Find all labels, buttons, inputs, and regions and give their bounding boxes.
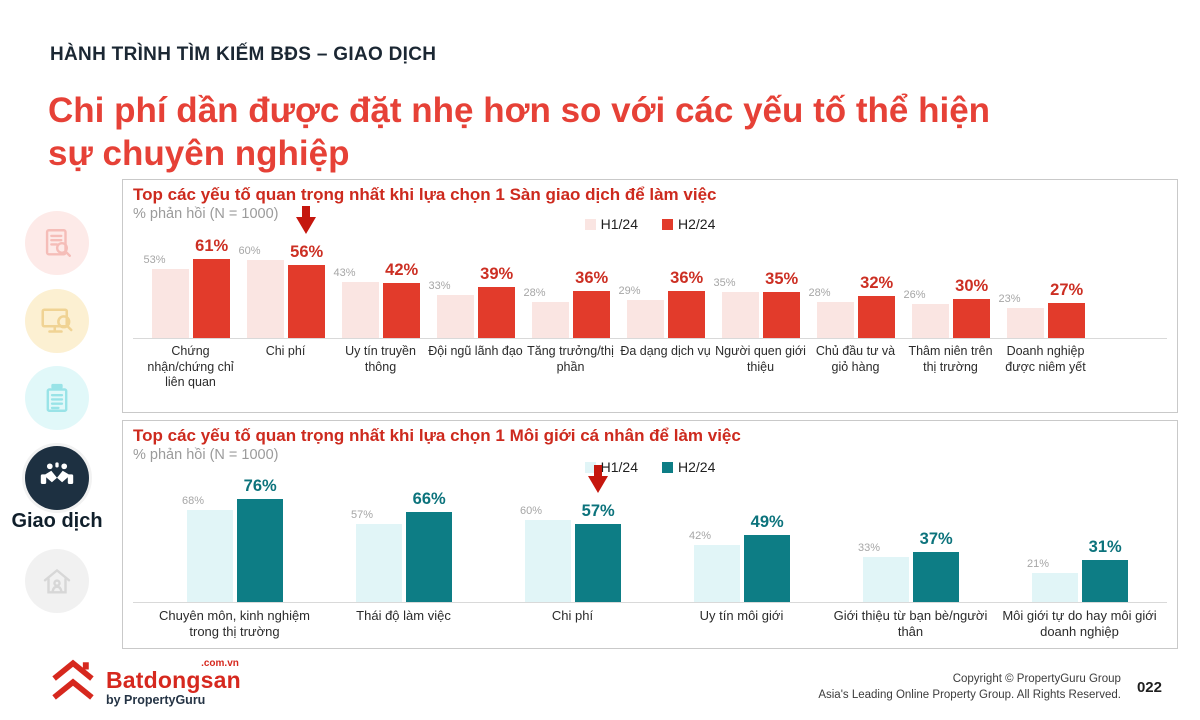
bar-chart xyxy=(133,477,1167,602)
copyright-line1: Copyright © PropertyGuru Group xyxy=(952,673,1121,685)
bar-slot xyxy=(478,234,515,338)
legend-label: H1/24 xyxy=(600,459,638,475)
sidebar-item-contract[interactable] xyxy=(25,366,89,430)
value-label: 35% xyxy=(713,277,736,289)
bar-h2 xyxy=(953,299,990,338)
legend-item xyxy=(662,459,715,475)
category-label: Chuyên môn, kinh nghiệm trong thị trường xyxy=(158,608,311,640)
value-label: 49% xyxy=(750,513,784,531)
bar-h1 xyxy=(863,557,909,602)
legend-item xyxy=(585,216,638,232)
logo-brand: Batdongsan xyxy=(106,667,241,693)
value-label: 56% xyxy=(290,243,324,261)
decrease-arrow-icon xyxy=(296,206,316,239)
category-label: Uy tín truyền thông xyxy=(345,344,416,374)
footer-meta xyxy=(818,672,1162,703)
bar-slot xyxy=(519,477,571,602)
chart-category xyxy=(995,477,1164,602)
bar-slot xyxy=(181,477,233,602)
bar-slot xyxy=(913,477,959,602)
category-label: Đa dạng dịch vụ xyxy=(620,344,711,358)
category-label: Uy tín môi giới xyxy=(699,608,784,623)
bar-h1 xyxy=(912,304,949,338)
bar-h1 xyxy=(722,292,759,338)
category-label: Thái độ làm việc xyxy=(356,608,451,623)
bar-h2 xyxy=(193,259,230,338)
chart-category xyxy=(319,477,488,602)
chart-subtitle: % phản hồi (N = 1000) xyxy=(133,447,279,463)
chart-category xyxy=(903,234,998,338)
chart-category xyxy=(333,234,428,338)
bar-slot xyxy=(744,477,790,602)
chart-category xyxy=(428,234,523,338)
bar-slot xyxy=(618,234,664,338)
page-title xyxy=(48,89,1158,175)
chart-legend xyxy=(123,459,1177,475)
category-label: Chủ đầu tư và giỏ hàng xyxy=(815,344,896,374)
bar-h2 xyxy=(744,535,790,602)
value-label: 27% xyxy=(1050,281,1084,299)
bar-h2 xyxy=(478,287,515,338)
category-label: Tăng trưởng/thị phần xyxy=(527,344,614,374)
category-label: Môi giới tự do hay môi giới doanh nghiệp xyxy=(1002,608,1157,640)
bar-h1 xyxy=(525,520,571,602)
value-label: 28% xyxy=(523,287,546,299)
bar-h1 xyxy=(356,524,402,602)
value-label: 32% xyxy=(860,274,894,292)
bar-h2 xyxy=(913,552,959,602)
bar-h1 xyxy=(152,269,189,338)
value-label: 42% xyxy=(688,530,711,542)
batdongsan-house-icon xyxy=(48,658,98,709)
sidebar-item-search[interactable] xyxy=(25,211,89,275)
bar-slot xyxy=(193,234,230,338)
bar-h2 xyxy=(1082,560,1128,602)
value-label: 57% xyxy=(350,509,373,521)
value-label: 33% xyxy=(428,280,451,292)
chart-subtitle: % phản hồi (N = 1000) xyxy=(133,206,279,222)
legend-label: H2/24 xyxy=(678,459,716,475)
chart-title: Top các yếu tố quan trọng nhất khi lựa chọn 1 Môi giới cá nhân để làm việc xyxy=(133,426,741,445)
value-label: 76% xyxy=(243,477,277,495)
value-label: 53% xyxy=(143,254,166,266)
chart-category xyxy=(488,477,657,602)
bar-h1 xyxy=(1007,308,1044,338)
bar-slot xyxy=(998,234,1044,338)
value-label: 42% xyxy=(385,261,419,279)
bar-h2 xyxy=(383,283,420,338)
value-label: 57% xyxy=(581,502,615,520)
sidebar-item-transaction-label: Giao dịch xyxy=(11,510,103,532)
value-label: 68% xyxy=(181,495,204,507)
legend-swatch xyxy=(662,219,673,230)
category-label: Đội ngũ lãnh đạo xyxy=(428,344,523,358)
sidebar-item-browse[interactable] xyxy=(25,289,89,353)
bar-slot xyxy=(857,477,909,602)
bar-slot xyxy=(808,234,854,338)
chart-legend xyxy=(123,216,1177,232)
bar-slot xyxy=(428,234,474,338)
value-label: 60% xyxy=(519,505,542,517)
legend-label: H1/24 xyxy=(600,216,638,232)
bar-slot xyxy=(1048,234,1085,338)
bar-h1 xyxy=(187,510,233,602)
bar-h2 xyxy=(406,512,452,602)
chart-category xyxy=(998,234,1093,338)
page-title-line1: Chi phí dần được đặt nhẹ hơn so với các yếu tố thể hiện xyxy=(48,91,991,131)
copyright-text xyxy=(818,672,1121,703)
bar-chart xyxy=(133,234,1167,338)
value-label: 36% xyxy=(575,269,609,287)
bar-slot xyxy=(383,234,420,338)
bar-h1 xyxy=(437,295,474,338)
bar-h2 xyxy=(763,292,800,338)
bar-h1 xyxy=(247,260,284,338)
category-label: Chứng nhận/chứng chỉ liên quan xyxy=(147,344,234,390)
value-label: 28% xyxy=(808,287,831,299)
bar-slot xyxy=(573,234,610,338)
bar-slot xyxy=(238,234,284,338)
category-label: Chi phí xyxy=(265,344,306,358)
chart-title: Top các yếu tố quan trọng nhất khi lựa chọn 1 Sàn giao dịch để làm việc xyxy=(133,185,717,204)
value-label: 30% xyxy=(955,277,989,295)
bar-slot xyxy=(1082,477,1128,602)
legend-swatch xyxy=(662,462,673,473)
category-axis xyxy=(133,602,1167,641)
value-label: 66% xyxy=(412,490,446,508)
bar-slot xyxy=(668,234,705,338)
legend-label: H2/24 xyxy=(678,216,716,232)
bar-slot xyxy=(288,234,325,338)
bar-slot xyxy=(523,234,569,338)
chart-category xyxy=(713,234,808,338)
document-search-icon xyxy=(40,226,74,260)
bar-h1 xyxy=(627,300,664,338)
sidebar-item-home-agent[interactable] xyxy=(25,549,89,613)
chart-category xyxy=(826,477,995,602)
logo-tld: .com.vn xyxy=(201,658,239,669)
section-kicker: HÀNH TRÌNH TÌM KIẾM BĐS – GIAO DỊCH xyxy=(50,44,437,65)
category-label: Chi phí xyxy=(551,608,594,623)
bar-slot xyxy=(333,234,379,338)
bar-slot xyxy=(406,477,452,602)
bar-h2 xyxy=(1048,303,1085,338)
bar-h2 xyxy=(288,265,325,338)
category-label: Doanh nghiệp được niêm yết xyxy=(1005,344,1086,374)
value-label: 33% xyxy=(857,542,880,554)
bar-h2 xyxy=(858,296,895,338)
bar-h2 xyxy=(237,499,283,602)
chart-category xyxy=(143,234,238,338)
bar-slot xyxy=(903,234,949,338)
contract-list-icon xyxy=(40,381,74,415)
bar-h1 xyxy=(342,282,379,338)
copyright-line2: Asia's Leading Online Property Group. All Rights Reserved. xyxy=(818,688,1121,701)
bar-slot xyxy=(713,234,759,338)
value-label: 43% xyxy=(333,267,356,279)
bar-h1 xyxy=(532,302,569,338)
chart-panel-moi-gioi-ca-nhan xyxy=(122,420,1178,649)
desktop-search-icon xyxy=(39,303,75,339)
chart-category xyxy=(618,234,713,338)
chart-panel-san-giao-dich xyxy=(122,179,1178,413)
bar-h2 xyxy=(668,291,705,338)
batdongsan-logo xyxy=(48,658,241,709)
value-label: 31% xyxy=(1088,538,1122,556)
bar-h2 xyxy=(575,524,621,602)
chart-category xyxy=(657,477,826,602)
bar-slot xyxy=(858,234,895,338)
bar-slot xyxy=(763,234,800,338)
page-title-line2: sự chuyên nghiệp xyxy=(48,134,350,174)
chart-category xyxy=(808,234,903,338)
category-axis xyxy=(133,338,1167,391)
category-label: Người quen giới thiệu xyxy=(715,344,806,374)
page-number: 022 xyxy=(1136,679,1162,697)
bar-h2 xyxy=(573,291,610,338)
bar-h1 xyxy=(694,545,740,602)
value-label: 35% xyxy=(765,270,799,288)
legend-swatch xyxy=(585,219,596,230)
value-label: 37% xyxy=(919,530,953,548)
logo-byline: by PropertyGuru xyxy=(106,693,206,707)
value-label: 36% xyxy=(670,269,704,287)
bar-slot xyxy=(1026,477,1078,602)
bar-slot xyxy=(237,477,283,602)
value-label: 29% xyxy=(618,285,641,297)
category-label: Thâm niên trên thị trường xyxy=(908,344,993,374)
value-label: 23% xyxy=(998,293,1021,305)
value-label: 26% xyxy=(903,289,926,301)
handshake-deal-icon xyxy=(39,460,75,496)
bar-slot xyxy=(350,477,402,602)
decrease-arrow-icon xyxy=(588,465,608,498)
chart-category xyxy=(238,234,333,338)
value-label: 21% xyxy=(1026,558,1049,570)
value-label: 60% xyxy=(238,245,261,257)
value-label: 61% xyxy=(195,237,229,255)
chart-category xyxy=(150,477,319,602)
bar-slot xyxy=(953,234,990,338)
bar-h1 xyxy=(817,302,854,338)
value-label: 39% xyxy=(480,265,514,283)
category-label: Giới thiệu từ bạn bè/người thân xyxy=(833,608,988,640)
home-agent-icon xyxy=(40,564,74,598)
bar-slot xyxy=(143,234,189,338)
bar-slot xyxy=(688,477,740,602)
bar-h1 xyxy=(1032,573,1078,602)
sidebar-item-transaction[interactable] xyxy=(25,446,89,510)
chart-category xyxy=(523,234,618,338)
legend-item xyxy=(662,216,715,232)
